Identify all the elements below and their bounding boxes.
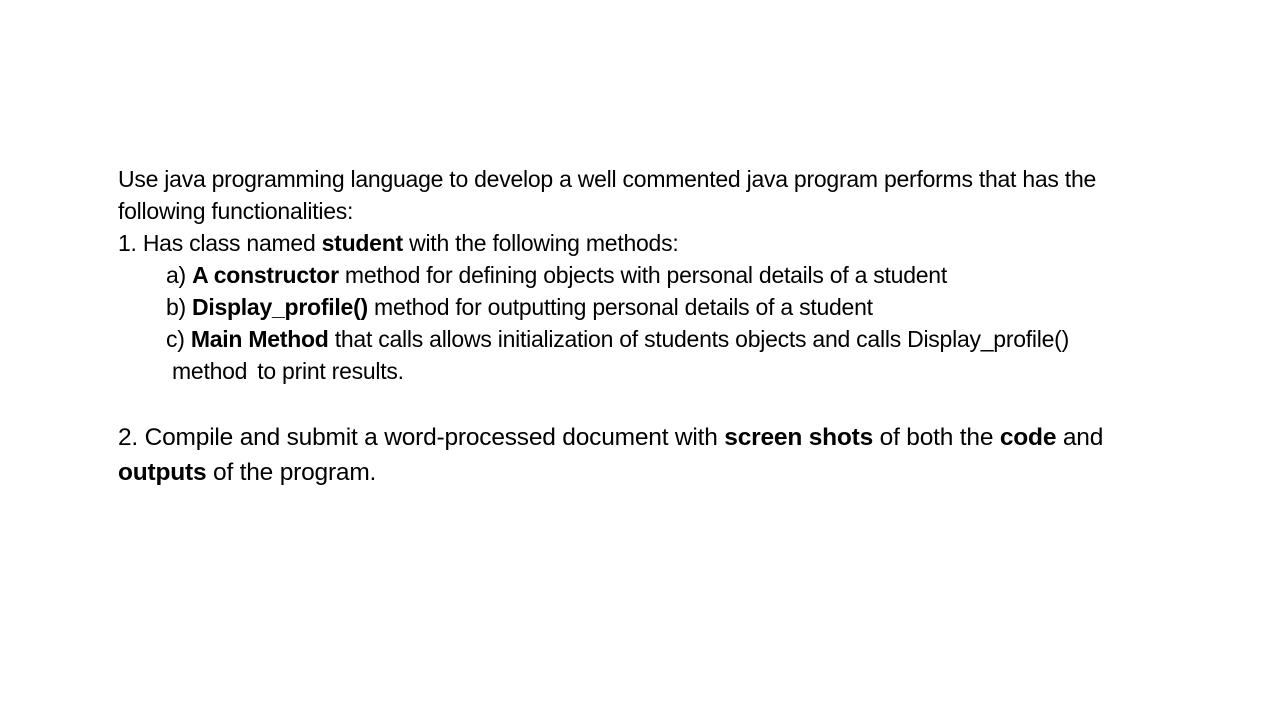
requirement-2-line-2 [118,455,1218,490]
intro-line-2: following functionalities: [118,198,354,224]
sub-item-a [118,259,1218,291]
sub-item-a-bold: A constructor [192,262,339,288]
sub-item-c-marker: c) [166,326,191,352]
sub-item-c-cont-a: method [172,358,248,384]
sub-item-c [118,323,1218,355]
requirement-2 [118,420,1218,490]
sub-item-c-bold: Main Method [190,326,329,352]
intro-line-1: Use java programming language to develop a well commented java program performs that has the [118,166,1097,192]
requirement-2-suffix: of the program. [206,459,377,486]
sub-item-b [118,291,1218,323]
sub-item-a-marker: a) [166,262,193,288]
sub-item-a-text: method for defining objects with personal details of a student [338,262,947,288]
requirement-2-bold-outputs: outputs [118,459,207,486]
requirement-1 [118,227,1218,259]
requirement-2-prefix: 2. Compile and submit a word-processed document with [118,424,725,451]
sub-item-c-cont-b: to print results. [257,358,404,384]
assignment-document [118,163,1218,490]
assignment-instructions [118,163,1218,387]
requirement-2-mid-1: of both the [873,424,1000,451]
sub-item-b-bold: Display_profile() [191,294,368,320]
requirement-2-bold-screenshots: screen shots [724,424,874,451]
requirement-2-line-1 [118,420,1218,455]
requirement-2-mid-2: and [1056,424,1104,451]
sub-item-c-continuation [118,355,1218,387]
sub-item-b-text: method for outputting personal details of a student [367,294,873,320]
requirement-1-suffix: with the following methods: [402,230,679,256]
requirement-1-prefix: 1. Has class named [118,230,322,256]
sub-item-b-marker: b) [166,294,186,320]
requirement-1-class-name: student [321,230,403,256]
requirement-2-bold-code: code [999,424,1057,451]
sub-item-c-text: that calls allows initialization of students objects and calls Display_profile() [328,326,1069,352]
